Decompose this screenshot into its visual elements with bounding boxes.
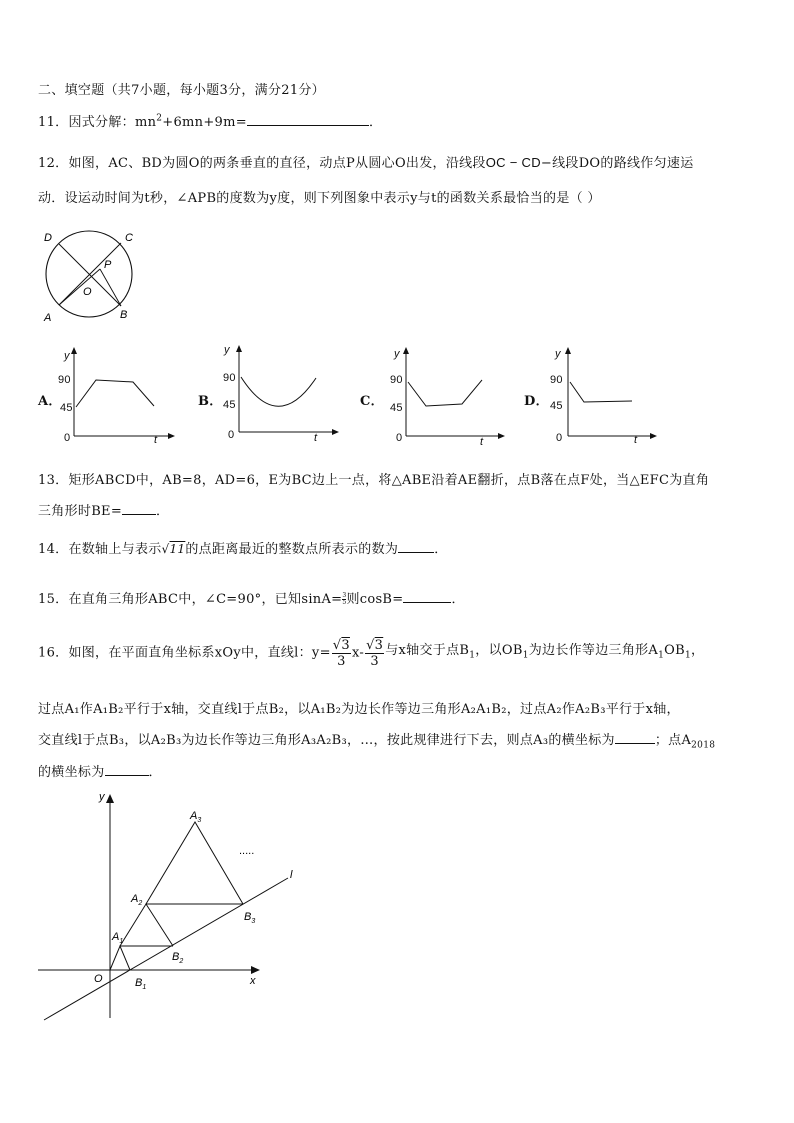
- q16-line4b: ．: [148, 765, 162, 780]
- q16-line3c: 2018: [691, 740, 716, 751]
- q11-prefix: 11．因式分解：mn: [38, 115, 157, 130]
- line-l: [44, 878, 288, 1020]
- label-b2: $B_2$: [172, 951, 184, 965]
- q14-prefix: 14．在数轴上与表示: [38, 542, 162, 557]
- label-d: D: [44, 232, 52, 244]
- triangle-a1-o-b1: [110, 946, 130, 970]
- label-o-origin: O: [94, 973, 103, 985]
- q15-middle: 则cosB=: [346, 592, 404, 607]
- q16-answer-blank-1[interactable]: [615, 743, 655, 744]
- label-y: y: [99, 791, 105, 803]
- option-b-y: y: [224, 344, 230, 356]
- option-b-45: 45: [223, 399, 236, 411]
- q16-text-g: ，: [690, 643, 705, 659]
- q16-frac-2: $\frac{√3}{3}$: [366, 638, 384, 669]
- q16-text-a: 16．如图，在平面直角坐标系xOy中，直线l：y=: [38, 645, 331, 661]
- q16-text-f: OB: [664, 643, 685, 659]
- q15-suffix: ．: [451, 592, 465, 607]
- option-d-graph: [522, 344, 662, 448]
- q16-text-d: ，以OB: [475, 643, 523, 659]
- label-p: P: [104, 259, 112, 271]
- q12-text-c: −线段DO的路线作匀速运: [540, 156, 694, 171]
- label-a: A: [44, 312, 52, 324]
- question-12-line1: [38, 152, 694, 171]
- option-a-t: t: [154, 434, 158, 446]
- q16-text-c: 与x轴交于点B: [385, 643, 470, 659]
- q13-answer-blank[interactable]: [122, 514, 156, 515]
- option-a-0: 0: [64, 432, 71, 444]
- q11-suffix: ．: [368, 115, 383, 130]
- q16-frac-1: $\frac{√3}{3}$: [332, 638, 350, 669]
- q13-text: 三角形时BE=: [38, 504, 123, 519]
- option-d-t: t: [634, 434, 638, 446]
- continuation-dots: .....: [239, 845, 255, 857]
- option-b-t: t: [314, 432, 318, 444]
- option-d[interactable]: [522, 344, 662, 448]
- question-11: [38, 111, 382, 130]
- option-c-45: 45: [390, 402, 403, 414]
- option-a-45: 45: [60, 402, 73, 414]
- option-c[interactable]: [358, 344, 508, 450]
- option-d-label: D．: [524, 394, 549, 409]
- q15-frac-den: 5: [342, 599, 347, 606]
- option-a-graph: [36, 344, 186, 448]
- question-13-line2: [38, 500, 169, 519]
- q16-text-b: x-: [351, 645, 365, 661]
- label-c: C: [125, 232, 133, 244]
- triangle-a3-a2-b3: [146, 822, 243, 904]
- option-b-label: B．: [198, 394, 223, 409]
- triangle-a2-a1-b2: [120, 904, 173, 946]
- q12-text-a: 12．如图，AC、BD为圆O的两条垂直的直径，动点P从圆心O出发，沿线段: [38, 156, 486, 171]
- option-c-y: y: [394, 348, 400, 360]
- question-15: [38, 588, 465, 607]
- option-d-90: 90: [550, 374, 563, 386]
- option-a-y: y: [64, 350, 70, 362]
- circle-figure: [36, 226, 146, 326]
- option-c-90: 90: [390, 374, 403, 386]
- label-l: l: [290, 869, 293, 881]
- q13-end: ．: [156, 504, 170, 519]
- sqrt-sign: √: [161, 542, 170, 556]
- option-a[interactable]: [36, 344, 186, 448]
- option-c-0: 0: [396, 432, 403, 444]
- question-16-line3: [38, 729, 715, 751]
- q15-frac-num: 3: [342, 592, 347, 599]
- q16-answer-blank-2[interactable]: [105, 775, 149, 776]
- label-b3: $B_3$: [244, 911, 256, 925]
- question-16-line1: 16．如图，在平面直角坐标系xOy中，直线l：y= $\frac{√3}{3}$ x- $\frac{√3}{3}$ 与x轴交于点$B_1$，以$OB_1$为边长作等边三角形$A_1OB_1$，: [38, 638, 705, 669]
- option-a-label: A．: [38, 394, 62, 409]
- q16-line3b: ；点A: [654, 733, 692, 748]
- x-axis-arrow: [251, 966, 260, 974]
- question-14: [38, 538, 448, 557]
- question-16-line4: [38, 761, 162, 780]
- q16-line3a: 交直线l于点B₃，以A₂B₃为边长作等边三角形A₃A₂B₃，…，按此规律进行下去，则点A₃的横坐标为: [38, 733, 615, 748]
- label-b1: $B_1$: [135, 977, 147, 991]
- q11-middle: +6mn+9m=: [162, 115, 247, 130]
- coordinate-figure: [30, 786, 320, 1026]
- segment-pa: [59, 269, 100, 305]
- option-b-graph: [196, 340, 346, 448]
- option-c-t: t: [480, 436, 484, 448]
- q16-line4a: 的横坐标为: [38, 765, 105, 780]
- option-d-y: y: [555, 348, 561, 360]
- question-13-line1: 13．矩形ABCD中，AB=8，AD=6，E为BC边上一点，将△ABE沿着AE翻折，点B落在点F处，当△EFC为直角: [38, 473, 710, 488]
- q14-radicand: 11: [169, 542, 186, 556]
- q15-answer-blank[interactable]: [403, 602, 451, 603]
- y-axis-arrow: [106, 794, 114, 803]
- question-12-line2: 动．设运动时间为t秒，∠APB的度数为y度，则下列图象中表示y与t的函数关系最恰当的是（ ）: [38, 191, 601, 206]
- option-b-0: 0: [228, 429, 235, 441]
- option-c-graph: [358, 344, 508, 450]
- label-x: x: [250, 975, 256, 987]
- option-b-90: 90: [223, 372, 236, 384]
- section-heading: 二、填空题（共7小题，每小题3分，满分21分）: [38, 83, 325, 98]
- option-b[interactable]: [196, 340, 346, 448]
- label-b: B: [120, 309, 128, 321]
- option-a-90: 90: [58, 374, 71, 386]
- q14-answer-blank[interactable]: [398, 552, 434, 553]
- q11-answer-blank[interactable]: [247, 125, 369, 126]
- question-16-line2: 过点A₁作A₁B₂平行于x轴，交直线l于点B₂，以A₁B₂为边长作等边三角形A₂A₁B₂，过点A₂作A₂B₃平行于x轴，: [38, 702, 680, 717]
- q12-path-expr: OC − CD: [485, 155, 541, 170]
- option-c-label: C．: [360, 394, 384, 409]
- option-d-0: 0: [556, 432, 563, 444]
- q16-text-e: 为边长作等边三角形A: [528, 643, 659, 659]
- label-a2: $A_2$: [131, 893, 143, 907]
- label-a3: $A_3$: [190, 810, 202, 824]
- label-o: O: [83, 286, 92, 298]
- label-a1: $A_1$: [112, 931, 124, 945]
- q14-middle: 的点距离最近的整数点所表示的数为: [185, 542, 399, 557]
- option-d-45: 45: [550, 400, 563, 412]
- q15-prefix: 15．在直角三角形ABC中，∠C=90°，已知sinA=: [38, 592, 343, 607]
- q14-suffix: ．: [434, 542, 448, 557]
- q11-sup: 2: [156, 113, 163, 124]
